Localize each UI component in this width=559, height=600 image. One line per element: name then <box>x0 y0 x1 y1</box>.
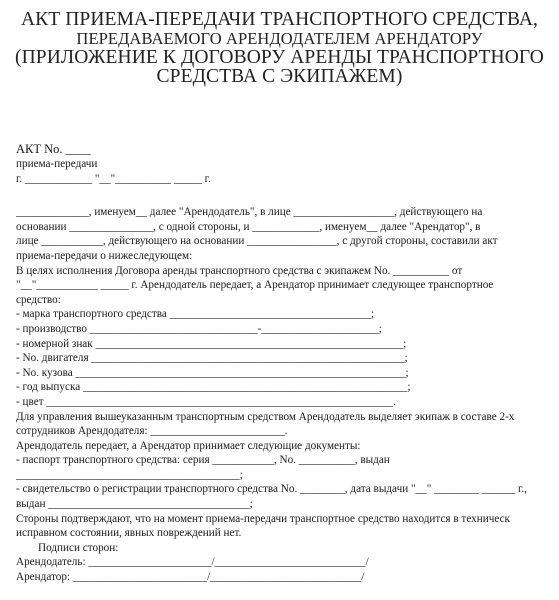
text-line: исправном состоянии, явных повреждений нет. <box>16 527 242 540</box>
text-line: В целях исполнения Договора аренды транспортного средства с экипажем No. __________ от <box>16 264 463 277</box>
text-line: Стороны подтверждают, что на момент приема-передачи транспортное средство находится в техническ <box>16 512 510 525</box>
document-title <box>0 10 559 86</box>
text-line: Для управления вышеуказанным транспортным средством Арендодатель выделяет экипаж в составе 2-х <box>16 410 515 423</box>
text-line: основании _______________, с одной стороны, и ____________, именуем__ далее "Арендатор", в <box>16 220 481 233</box>
list-item: - год выпуска __________________________________________________________; <box>16 381 411 394</box>
list-item: - цвет ______________________________________________________________. <box>16 395 396 408</box>
signatures-heading: Подписи сторон: <box>38 541 119 554</box>
text-line: ________________________________________; <box>16 468 243 481</box>
title-line: (ПРИЛОЖЕНИЕ К ДОГОВОРУ АРЕНДЫ ТРАНСПОРТНОГО <box>15 47 544 68</box>
text-line: - свидетельство о регистрации транспортного средства No. ________, дата выдачи "__" ________ ______ г., <box>16 483 527 496</box>
place-date-line: г. ____________ "__"__________ _____ г. <box>16 172 211 185</box>
text-line: _____________, именуем__ далее "Арендодатель", в лице __________________, действующего на <box>16 206 483 219</box>
text-line: средство: <box>16 293 61 306</box>
confirm-paragraph <box>16 512 552 541</box>
lessor-signature-line: Арендодатель: ______________________/___________________________/ <box>16 556 369 569</box>
text-line: - паспорт транспортного средства: серия ___________, No. __________, выдан <box>16 454 390 467</box>
list-item: - No. двигателя ________________________________________________________; <box>16 352 408 365</box>
text-line: Арендодатель передает, а Арендатор принимает следующие документы: <box>16 439 361 452</box>
list-item: - марка транспортного средства ____________________________________; <box>16 308 375 321</box>
text-line: выдан ____________________________________; <box>16 498 253 511</box>
list-item: - номерной знак _______________________________________________________; <box>16 337 407 350</box>
parties-paragraph <box>16 205 552 263</box>
act-number: АКТ No. ____ <box>16 142 91 156</box>
signatures-block <box>16 541 552 585</box>
document-body <box>16 142 552 585</box>
spacer <box>16 186 552 205</box>
title-line: АКТ ПРИЕМА-ПЕРЕДАЧИ ТРАНСПОРТНОГО СРЕДСТВА, <box>20 9 539 30</box>
title-line: ПЕРЕДАВАЕМОГО АРЕНДОДАТЕЛЕМ АРЕНДАТОРУ <box>76 29 483 48</box>
crew-paragraph <box>16 410 552 439</box>
lessee-signature-line: Арендатор: ________________________/___________________________/ <box>16 571 365 584</box>
act-subtitle: приема-передачи <box>16 158 98 170</box>
intro-paragraph <box>16 264 552 308</box>
documents-paragraph <box>16 439 552 512</box>
text-line: сотрудников Арендодателя: ________________________. <box>16 425 288 438</box>
text-line: лице ___________, действующего на основании ________________, с другой стороны, составили акт <box>16 235 498 248</box>
title-line: СРЕДСТВА С ЭКИПАЖЕМ) <box>156 66 403 87</box>
text-line: "__"___________ _____ г. Арендодатель передает, а Арендатор принимает следующее транспортное <box>16 279 494 292</box>
text-line: приема-передачи о нижеследующем: <box>16 249 193 262</box>
vehicle-items-list <box>16 307 552 409</box>
list-item: - производство ______________________________-_____________________; <box>16 322 382 335</box>
list-item: - No. кузова ___________________________________________________________; <box>16 366 409 379</box>
